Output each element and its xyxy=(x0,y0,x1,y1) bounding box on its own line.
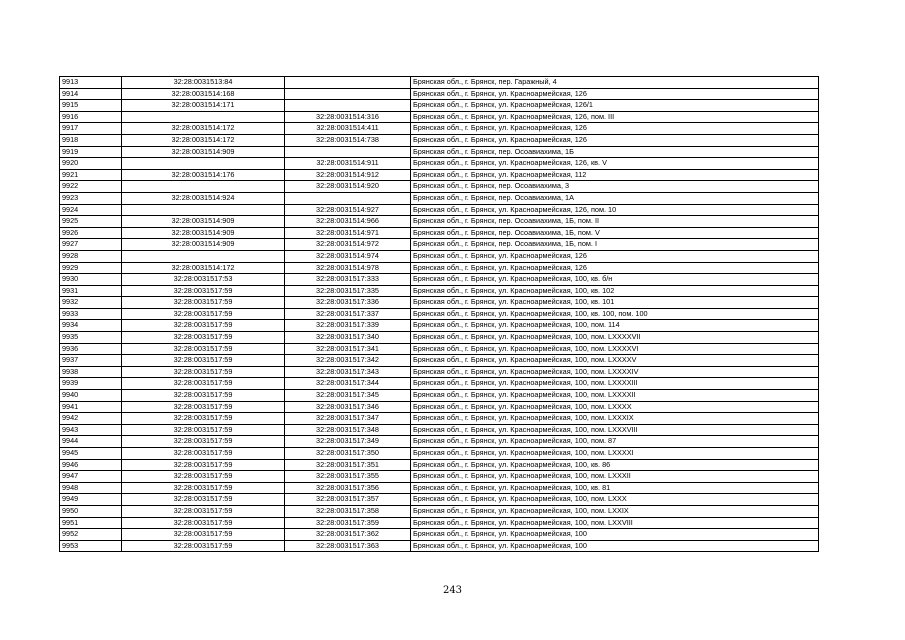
row-number-cell: 9929 xyxy=(60,262,122,274)
table-row xyxy=(60,239,819,251)
address-cell: Брянская обл., г. Брянск, ул. Красноармейская, 100, пом. LXXXXVII xyxy=(411,332,819,344)
parcel-cadastral-number-cell: 32:28:0031514:909 xyxy=(122,216,285,228)
parcel-cadastral-number-cell: 32:28:0031517:59 xyxy=(122,505,285,517)
row-number-cell: 9920 xyxy=(60,158,122,170)
table-row xyxy=(60,274,819,286)
parcel-cadastral-number-cell: 32:28:0031517:59 xyxy=(122,529,285,541)
table-row xyxy=(60,250,819,262)
address-cell: Брянская обл., г. Брянск, пер. Гаражный, 4 xyxy=(411,77,819,89)
address-cell: Брянская обл., г. Брянск, ул. Красноармейская, 100, пом. LXXX xyxy=(411,494,819,506)
table-row xyxy=(60,517,819,529)
table-row xyxy=(60,134,819,146)
parcel-cadastral-number-cell xyxy=(122,158,285,170)
row-number-cell: 9937 xyxy=(60,355,122,367)
address-cell: Брянская обл., г. Брянск, ул. Красноармейская, 126 xyxy=(411,134,819,146)
address-cell: Брянская обл., г. Брянск, ул. Красноармейская, 126 xyxy=(411,262,819,274)
address-cell: Брянская обл., г. Брянск, ул. Красноармейская, 126, пом. III xyxy=(411,111,819,123)
parcel-cadastral-number-cell: 32:28:0031517:59 xyxy=(122,413,285,425)
parcel-cadastral-number-cell: 32:28:0031514:168 xyxy=(122,88,285,100)
address-cell: Брянская обл., г. Брянск, ул. Красноармейская, 100, пом. LXXXIX xyxy=(411,413,819,425)
row-number-cell: 9915 xyxy=(60,100,122,112)
object-cadastral-number-cell: 32:28:0031517:355 xyxy=(285,471,411,483)
table-row xyxy=(60,88,819,100)
address-cell: Брянская обл., г. Брянск, ул. Красноармейская, 100, кв. 86 xyxy=(411,459,819,471)
object-cadastral-number-cell: 32:28:0031517:340 xyxy=(285,332,411,344)
row-number-cell: 9938 xyxy=(60,366,122,378)
row-number-cell: 9924 xyxy=(60,204,122,216)
table-row xyxy=(60,424,819,436)
table-row xyxy=(60,111,819,123)
table-row xyxy=(60,297,819,309)
parcel-cadastral-number-cell: 32:28:0031514:909 xyxy=(122,239,285,251)
row-number-cell: 9943 xyxy=(60,424,122,436)
table-row xyxy=(60,216,819,228)
table-row xyxy=(60,227,819,239)
parcel-cadastral-number-cell: 32:28:0031517:59 xyxy=(122,378,285,390)
row-number-cell: 9922 xyxy=(60,181,122,193)
parcel-cadastral-number-cell: 32:28:0031517:59 xyxy=(122,482,285,494)
table-row xyxy=(60,343,819,355)
object-cadastral-number-cell: 32:28:0031517:339 xyxy=(285,320,411,332)
address-cell: Брянская обл., г. Брянск, пер. Осоавиахима, 1Б, пом. I xyxy=(411,239,819,251)
address-cell: Брянская обл., г. Брянск, пер. Осоавиахима, 1Б, пом. II xyxy=(411,216,819,228)
object-cadastral-number-cell: 32:28:0031517:358 xyxy=(285,505,411,517)
address-cell: Брянская обл., г. Брянск, ул. Красноармейская, 126 xyxy=(411,250,819,262)
table-row xyxy=(60,169,819,181)
address-cell: Брянская обл., г. Брянск, ул. Красноармейская, 100, пом. LXXXX xyxy=(411,401,819,413)
object-cadastral-number-cell: 32:28:0031517:341 xyxy=(285,343,411,355)
address-cell: Брянская обл., г. Брянск, ул. Красноармейская, 126/1 xyxy=(411,100,819,112)
address-cell: Брянская обл., г. Брянск, ул. Красноармейская, 100, пом. LXXXXII xyxy=(411,390,819,402)
parcel-cadastral-number-cell: 32:28:0031517:59 xyxy=(122,517,285,529)
address-cell: Брянская обл., г. Брянск, ул. Красноармейская, 100, пом. 114 xyxy=(411,320,819,332)
address-cell: Брянская обл., г. Брянск, ул. Красноармейская, 100, кв. 81 xyxy=(411,482,819,494)
object-cadastral-number-cell: 32:28:0031517:335 xyxy=(285,285,411,297)
object-cadastral-number-cell: 32:28:0031517:350 xyxy=(285,448,411,460)
object-cadastral-number-cell: 32:28:0031514:971 xyxy=(285,227,411,239)
parcel-cadastral-number-cell: 32:28:0031517:59 xyxy=(122,494,285,506)
address-cell: Брянская обл., г. Брянск, пер. Осоавиахима, 1А xyxy=(411,192,819,204)
table-row xyxy=(60,332,819,344)
table-row xyxy=(60,366,819,378)
address-cell: Брянская обл., г. Брянск, пер. Осоавиахима, 1Б, пом. V xyxy=(411,227,819,239)
table-row xyxy=(60,320,819,332)
object-cadastral-number-cell: 32:28:0031517:349 xyxy=(285,436,411,448)
row-number-cell: 9918 xyxy=(60,134,122,146)
object-cadastral-number-cell: 32:28:0031517:356 xyxy=(285,482,411,494)
row-number-cell: 9936 xyxy=(60,343,122,355)
parcel-cadastral-number-cell: 32:28:0031517:59 xyxy=(122,366,285,378)
parcel-cadastral-number-cell: 32:28:0031514:172 xyxy=(122,134,285,146)
object-cadastral-number-cell: 32:28:0031514:974 xyxy=(285,250,411,262)
row-number-cell: 9944 xyxy=(60,436,122,448)
object-cadastral-number-cell: 32:28:0031517:363 xyxy=(285,540,411,552)
row-number-cell: 9950 xyxy=(60,505,122,517)
table-row xyxy=(60,505,819,517)
parcel-cadastral-number-cell: 32:28:0031517:59 xyxy=(122,459,285,471)
object-cadastral-number-cell: 32:28:0031514:316 xyxy=(285,111,411,123)
object-cadastral-number-cell: 32:28:0031517:342 xyxy=(285,355,411,367)
address-cell: Брянская обл., г. Брянск, ул. Красноармейская, 100, пом. LXXXXVI xyxy=(411,343,819,355)
address-cell: Брянская обл., г. Брянск, ул. Красноармейская, 100, пом. 87 xyxy=(411,436,819,448)
row-number-cell: 9927 xyxy=(60,239,122,251)
address-cell: Брянская обл., г. Брянск, пер. Осоавиахима, 3 xyxy=(411,181,819,193)
address-cell: Брянская обл., г. Брянск, ул. Красноармейская, 100, кв. б/н xyxy=(411,274,819,286)
parcel-cadastral-number-cell: 32:28:0031517:59 xyxy=(122,308,285,320)
row-number-cell: 9945 xyxy=(60,448,122,460)
parcel-cadastral-number-cell: 32:28:0031517:59 xyxy=(122,540,285,552)
row-number-cell: 9913 xyxy=(60,77,122,89)
parcel-cadastral-number-cell: 32:28:0031517:59 xyxy=(122,297,285,309)
row-number-cell: 9923 xyxy=(60,192,122,204)
address-cell: Брянская обл., г. Брянск, ул. Красноармейская, 126, пом. 10 xyxy=(411,204,819,216)
parcel-cadastral-number-cell xyxy=(122,111,285,123)
row-number-cell: 9925 xyxy=(60,216,122,228)
parcel-cadastral-number-cell: 32:28:0031517:59 xyxy=(122,424,285,436)
address-cell: Брянская обл., г. Брянск, ул. Красноармейская, 126 xyxy=(411,88,819,100)
object-cadastral-number-cell: 32:28:0031514:911 xyxy=(285,158,411,170)
registry-table-body xyxy=(60,77,819,552)
address-cell: Брянская обл., г. Брянск, ул. Красноармейская, 100, пом. LXXVIII xyxy=(411,517,819,529)
table-row xyxy=(60,494,819,506)
object-cadastral-number-cell: 32:28:0031514:411 xyxy=(285,123,411,135)
object-cadastral-number-cell: 32:28:0031514:927 xyxy=(285,204,411,216)
table-row xyxy=(60,540,819,552)
address-cell: Брянская обл., г. Брянск, ул. Красноармейская, 112 xyxy=(411,169,819,181)
row-number-cell: 9933 xyxy=(60,308,122,320)
table-row xyxy=(60,390,819,402)
row-number-cell: 9948 xyxy=(60,482,122,494)
row-number-cell: 9940 xyxy=(60,390,122,402)
row-number-cell: 9928 xyxy=(60,250,122,262)
row-number-cell: 9953 xyxy=(60,540,122,552)
table-row xyxy=(60,401,819,413)
row-number-cell: 9930 xyxy=(60,274,122,286)
parcel-cadastral-number-cell: 32:28:0031514:171 xyxy=(122,100,285,112)
table-row xyxy=(60,204,819,216)
table-row xyxy=(60,181,819,193)
object-cadastral-number-cell: 32:28:0031514:912 xyxy=(285,169,411,181)
parcel-cadastral-number-cell xyxy=(122,250,285,262)
table-row xyxy=(60,448,819,460)
object-cadastral-number-cell: 32:28:0031514:920 xyxy=(285,181,411,193)
address-cell: Брянская обл., г. Брянск, ул. Красноармейская, 100, кв. 102 xyxy=(411,285,819,297)
object-cadastral-number-cell xyxy=(285,100,411,112)
parcel-cadastral-number-cell: 32:28:0031517:59 xyxy=(122,332,285,344)
parcel-cadastral-number-cell: 32:28:0031517:59 xyxy=(122,285,285,297)
row-number-cell: 9917 xyxy=(60,123,122,135)
table-row xyxy=(60,459,819,471)
row-number-cell: 9931 xyxy=(60,285,122,297)
row-number-cell: 9946 xyxy=(60,459,122,471)
object-cadastral-number-cell xyxy=(285,146,411,158)
row-number-cell: 9926 xyxy=(60,227,122,239)
object-cadastral-number-cell: 32:28:0031517:362 xyxy=(285,529,411,541)
object-cadastral-number-cell xyxy=(285,77,411,89)
object-cadastral-number-cell: 32:28:0031517:351 xyxy=(285,459,411,471)
parcel-cadastral-number-cell: 32:28:0031514:924 xyxy=(122,192,285,204)
address-cell: Брянская обл., г. Брянск, ул. Красноармейская, 100, пом. LXXXII xyxy=(411,471,819,483)
object-cadastral-number-cell: 32:28:0031517:347 xyxy=(285,413,411,425)
table-row xyxy=(60,413,819,425)
table-row xyxy=(60,77,819,89)
object-cadastral-number-cell: 32:28:0031517:357 xyxy=(285,494,411,506)
parcel-cadastral-number-cell: 32:28:0031517:59 xyxy=(122,390,285,402)
row-number-cell: 9921 xyxy=(60,169,122,181)
parcel-cadastral-number-cell: 32:28:0031517:59 xyxy=(122,320,285,332)
row-number-cell: 9916 xyxy=(60,111,122,123)
object-cadastral-number-cell xyxy=(285,88,411,100)
parcel-cadastral-number-cell: 32:28:0031517:59 xyxy=(122,343,285,355)
row-number-cell: 9932 xyxy=(60,297,122,309)
address-cell: Брянская обл., г. Брянск, ул. Красноармейская, 100 xyxy=(411,540,819,552)
parcel-cadastral-number-cell: 32:28:0031517:59 xyxy=(122,436,285,448)
parcel-cadastral-number-cell: 32:28:0031513:84 xyxy=(122,77,285,89)
object-cadastral-number-cell: 32:28:0031517:343 xyxy=(285,366,411,378)
table-row xyxy=(60,123,819,135)
object-cadastral-number-cell: 32:28:0031517:359 xyxy=(285,517,411,529)
table-row xyxy=(60,192,819,204)
table-row xyxy=(60,285,819,297)
object-cadastral-number-cell: 32:28:0031517:346 xyxy=(285,401,411,413)
object-cadastral-number-cell: 32:28:0031514:738 xyxy=(285,134,411,146)
table-row xyxy=(60,308,819,320)
table-row xyxy=(60,355,819,367)
table-row xyxy=(60,146,819,158)
address-cell: Брянская обл., г. Брянск, ул. Красноармейская, 100, пом. LXXXXV xyxy=(411,355,819,367)
parcel-cadastral-number-cell: 32:28:0031517:59 xyxy=(122,471,285,483)
address-cell: Брянская обл., г. Брянск, ул. Красноармейская, 100, кв. 101 xyxy=(411,297,819,309)
table-row xyxy=(60,100,819,112)
row-number-cell: 9934 xyxy=(60,320,122,332)
table-row xyxy=(60,482,819,494)
object-cadastral-number-cell: 32:28:0031517:345 xyxy=(285,390,411,402)
row-number-cell: 9949 xyxy=(60,494,122,506)
table-row xyxy=(60,158,819,170)
row-number-cell: 9942 xyxy=(60,413,122,425)
address-cell: Брянская обл., г. Брянск, ул. Красноармейская, 100 xyxy=(411,529,819,541)
parcel-cadastral-number-cell: 32:28:0031514:176 xyxy=(122,169,285,181)
address-cell: Брянская обл., г. Брянск, ул. Красноармейская, 100, пом. LXXXXIII xyxy=(411,378,819,390)
object-cadastral-number-cell: 32:28:0031514:978 xyxy=(285,262,411,274)
parcel-cadastral-number-cell: 32:28:0031517:59 xyxy=(122,448,285,460)
registry-table xyxy=(59,76,819,552)
object-cadastral-number-cell: 32:28:0031517:348 xyxy=(285,424,411,436)
parcel-cadastral-number-cell: 32:28:0031517:59 xyxy=(122,401,285,413)
address-cell: Брянская обл., г. Брянск, ул. Красноармейская, 126 xyxy=(411,123,819,135)
row-number-cell: 9939 xyxy=(60,378,122,390)
parcel-cadastral-number-cell xyxy=(122,204,285,216)
parcel-cadastral-number-cell: 32:28:0031517:53 xyxy=(122,274,285,286)
parcel-cadastral-number-cell: 32:28:0031517:59 xyxy=(122,355,285,367)
address-cell: Брянская обл., г. Брянск, ул. Красноармейская, 100, пом. LXXXXI xyxy=(411,448,819,460)
object-cadastral-number-cell: 32:28:0031517:344 xyxy=(285,378,411,390)
address-cell: Брянская обл., г. Брянск, ул. Красноармейская, 100, пом. LXXXVIII xyxy=(411,424,819,436)
object-cadastral-number-cell: 32:28:0031517:336 xyxy=(285,297,411,309)
table-row xyxy=(60,436,819,448)
address-cell: Брянская обл., г. Брянск, ул. Красноармейская, 100, кв. 100, пом. 100 xyxy=(411,308,819,320)
parcel-cadastral-number-cell xyxy=(122,181,285,193)
object-cadastral-number-cell: 32:28:0031517:337 xyxy=(285,308,411,320)
row-number-cell: 9952 xyxy=(60,529,122,541)
object-cadastral-number-cell: 32:28:0031517:333 xyxy=(285,274,411,286)
table-row xyxy=(60,471,819,483)
object-cadastral-number-cell: 32:28:0031514:972 xyxy=(285,239,411,251)
row-number-cell: 9941 xyxy=(60,401,122,413)
page-number: 243 xyxy=(442,585,463,596)
row-number-cell: 9935 xyxy=(60,332,122,344)
object-cadastral-number-cell xyxy=(285,192,411,204)
address-cell: Брянская обл., г. Брянск, ул. Красноармейская, 126, кв. V xyxy=(411,158,819,170)
row-number-cell: 9914 xyxy=(60,88,122,100)
table-row xyxy=(60,378,819,390)
table-row xyxy=(60,262,819,274)
address-cell: Брянская обл., г. Брянск, ул. Красноармейская, 100, пом. LXXXXIV xyxy=(411,366,819,378)
parcel-cadastral-number-cell: 32:28:0031514:909 xyxy=(122,146,285,158)
row-number-cell: 9951 xyxy=(60,517,122,529)
address-cell: Брянская обл., г. Брянск, пер. Осоавиахима, 1Б xyxy=(411,146,819,158)
address-cell: Брянская обл., г. Брянск, ул. Красноармейская, 100, пом. LXXIX xyxy=(411,505,819,517)
row-number-cell: 9947 xyxy=(60,471,122,483)
table-row xyxy=(60,529,819,541)
object-cadastral-number-cell: 32:28:0031514:966 xyxy=(285,216,411,228)
parcel-cadastral-number-cell: 32:28:0031514:909 xyxy=(122,227,285,239)
row-number-cell: 9919 xyxy=(60,146,122,158)
parcel-cadastral-number-cell: 32:28:0031514:172 xyxy=(122,262,285,274)
parcel-cadastral-number-cell: 32:28:0031514:172 xyxy=(122,123,285,135)
